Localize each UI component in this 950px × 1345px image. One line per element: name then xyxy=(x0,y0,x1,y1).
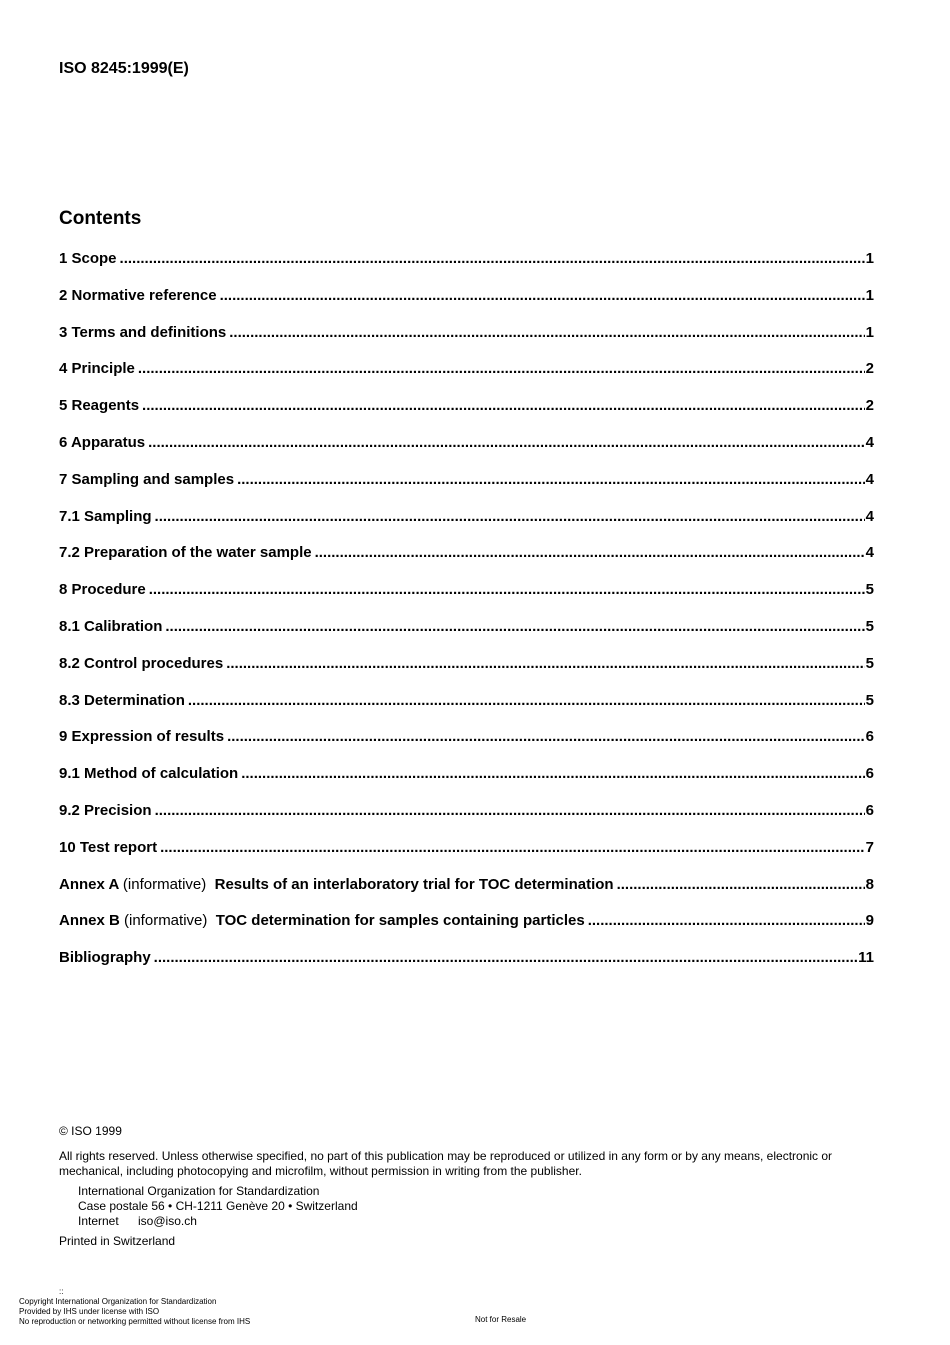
toc-entry[interactable] xyxy=(59,765,874,802)
contents-heading: Contents xyxy=(59,208,142,229)
toc-entry-page: 6 xyxy=(865,728,874,746)
dot-leader xyxy=(155,802,865,819)
toc-entry-title: 3 Terms and definitions xyxy=(59,323,227,341)
footer-line-2: Provided by IHS under license with ISO xyxy=(19,1307,160,1316)
dot-leader xyxy=(138,360,865,377)
dot-leader xyxy=(165,618,864,635)
toc-entry-title xyxy=(59,912,585,929)
toc-entry[interactable] xyxy=(59,618,874,655)
toc-entry-page: 1 xyxy=(865,286,874,304)
toc-entry-page: 5 xyxy=(865,654,874,672)
dot-leader xyxy=(617,876,865,893)
toc-entry-page: 4 xyxy=(865,544,874,562)
toc-entry-title: 4 Principle xyxy=(59,360,135,378)
dot-leader xyxy=(154,949,857,966)
not-for-resale-notice: Not for Resale xyxy=(475,1315,527,1324)
annex-note: (informative) xyxy=(124,912,208,930)
internet-email[interactable]: iso@iso.ch xyxy=(138,1214,197,1228)
annex-subtitle: Results of an interlaboratory trial for TOC determination xyxy=(214,875,614,893)
toc-entry[interactable] xyxy=(59,655,874,692)
toc-entry[interactable] xyxy=(59,250,874,287)
toc-entry-title: 10 Test report xyxy=(59,838,158,856)
toc-entry-page: 7 xyxy=(865,838,874,856)
dot-leader xyxy=(241,765,864,782)
toc-entry[interactable] xyxy=(59,802,874,839)
toc-entry-annex-a[interactable] xyxy=(59,876,874,913)
toc-entry-title: 6 Apparatus xyxy=(59,433,146,451)
document-header-code: ISO 8245:1999(E) xyxy=(59,60,189,77)
toc-entry-page: 4 xyxy=(865,507,874,525)
dot-leader xyxy=(160,839,865,856)
footer-line-1: Copyright International Organization for Standardization xyxy=(19,1297,217,1306)
dot-leader xyxy=(148,434,865,451)
toc-entry-page: 5 xyxy=(865,617,874,635)
footer-line-3: No reproduction or networking permitted without license from IHS xyxy=(19,1317,251,1326)
postal-address: Case postale 56 • CH-1211 Genève 20 • Switzerland xyxy=(78,1199,358,1213)
toc-entry-title xyxy=(59,876,614,893)
toc-entry-title: 9 Expression of results xyxy=(59,728,225,746)
org-name: International Organization for Standardization xyxy=(78,1184,320,1198)
toc-entry-page: 8 xyxy=(865,875,874,893)
toc-entry[interactable] xyxy=(59,360,874,397)
dot-leader xyxy=(142,397,865,414)
toc-entry-title: 5 Reagents xyxy=(59,397,140,415)
toc-entry-page: 5 xyxy=(865,581,874,599)
dot-leader xyxy=(226,655,864,672)
toc-entry-annex-b[interactable] xyxy=(59,912,874,949)
toc-entry-page: 1 xyxy=(865,323,874,341)
dot-leader xyxy=(120,250,865,267)
toc-entry-title: 7.2 Preparation of the water sample xyxy=(59,544,312,562)
toc-entry[interactable] xyxy=(59,287,874,324)
footer-mark: :: xyxy=(59,1287,64,1296)
toc-entry[interactable] xyxy=(59,581,874,618)
copyright-line: © ISO 1999 xyxy=(59,1124,122,1138)
copyright-block xyxy=(59,1124,879,1249)
toc-entry-title: Bibliography xyxy=(59,949,151,967)
rights-statement: All rights reserved. Unless otherwise specified, no part of this publication may be reproduced or utilized in any form or by any means, electronic or mechanical, including photocopying and microfilm, without permission in writing from the publisher. xyxy=(59,1149,833,1178)
dot-leader xyxy=(229,324,864,341)
toc-entry[interactable] xyxy=(59,508,874,545)
table-of-contents xyxy=(59,250,874,986)
toc-entry-title: 9.1 Method of calculation xyxy=(59,765,239,783)
publisher-address xyxy=(59,1184,879,1229)
toc-entry-title: 7.1 Sampling xyxy=(59,507,152,525)
toc-entry[interactable] xyxy=(59,692,874,729)
toc-entry[interactable] xyxy=(59,471,874,508)
toc-entry-title: 2 Normative reference xyxy=(59,286,217,304)
toc-entry-title: 8.3 Determination xyxy=(59,691,185,709)
license-footer xyxy=(19,1287,250,1327)
internet-label: Internet xyxy=(78,1214,119,1228)
toc-entry-page: 2 xyxy=(865,397,874,415)
dot-leader xyxy=(188,692,865,709)
internet-line xyxy=(78,1214,879,1229)
toc-entry[interactable] xyxy=(59,324,874,361)
dot-leader xyxy=(227,728,865,745)
dot-leader xyxy=(155,508,865,525)
toc-entry[interactable] xyxy=(59,949,874,986)
toc-entry[interactable] xyxy=(59,434,874,471)
toc-entry-title: 1 Scope xyxy=(59,250,117,267)
annex-label: Annex B xyxy=(59,912,120,930)
toc-entry-title: 8.2 Control procedures xyxy=(59,654,224,672)
toc-entry-page: 4 xyxy=(865,433,874,451)
toc-entry-page: 1 xyxy=(865,250,874,267)
toc-entry-page: 2 xyxy=(865,360,874,378)
toc-entry-page: 6 xyxy=(865,765,874,783)
annex-label: Annex A xyxy=(59,875,119,893)
printed-in: Printed in Switzerland xyxy=(59,1234,176,1248)
toc-entry[interactable] xyxy=(59,839,874,876)
dot-leader xyxy=(237,471,865,488)
dot-leader xyxy=(315,544,865,561)
toc-entry-page: 6 xyxy=(865,801,874,819)
toc-entry[interactable] xyxy=(59,397,874,434)
annex-subtitle: TOC determination for samples containing particles xyxy=(215,912,585,930)
toc-entry-page: 11 xyxy=(858,949,874,967)
toc-entry-page: 5 xyxy=(865,691,874,709)
toc-entry[interactable] xyxy=(59,728,874,765)
toc-entry[interactable] xyxy=(59,544,874,581)
toc-entry-title: 9.2 Precision xyxy=(59,801,152,819)
toc-entry-title: 8 Procedure xyxy=(59,581,146,599)
toc-entry-title: 8.1 Calibration xyxy=(59,617,163,635)
dot-leader xyxy=(220,287,865,304)
toc-entry-page: 9 xyxy=(865,912,874,930)
toc-entry-page: 4 xyxy=(865,470,874,488)
annex-note: (informative) xyxy=(122,875,207,893)
toc-entry-title: 7 Sampling and samples xyxy=(59,470,235,488)
dot-leader xyxy=(149,581,865,598)
dot-leader xyxy=(588,912,865,929)
